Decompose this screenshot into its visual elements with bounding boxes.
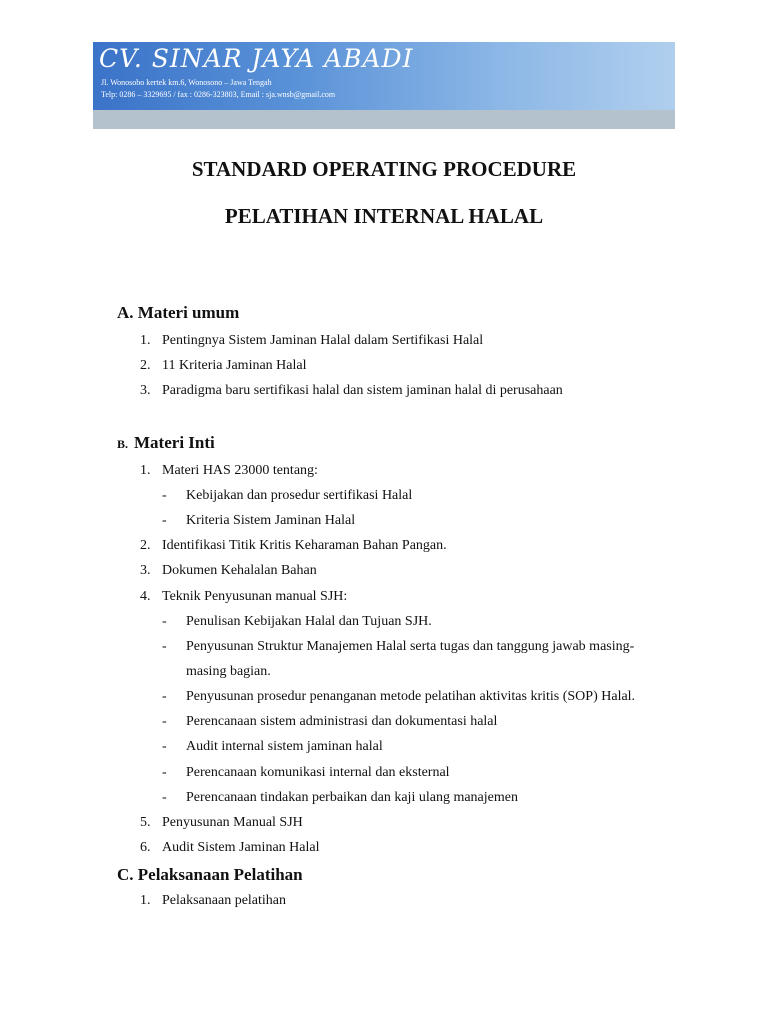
- company-name: CV. SINAR JAYA ABADI: [99, 44, 414, 73]
- list-item-number: 1.: [140, 893, 151, 908]
- section-a-letter: A.: [117, 303, 134, 322]
- section-b-letter: B.: [117, 437, 129, 451]
- list-item-number: 2.: [140, 538, 151, 553]
- bullet-dash: -: [162, 739, 167, 754]
- sub-list-item: Audit internal sistem jaminan halal: [186, 739, 383, 754]
- bullet-dash: -: [162, 765, 167, 780]
- sub-list-item: Penyusunan prosedur penanganan metode pelatihan aktivitas kritis (SOP) Halal.: [186, 689, 636, 704]
- list-item-number: 4.: [140, 589, 151, 604]
- list-item-number: 3.: [140, 563, 151, 578]
- sub-list-item: Perencanaan komunikasi internal dan eksternal: [186, 765, 450, 780]
- list-item: Penyusunan Manual SJH: [162, 815, 303, 830]
- company-address: Jl. Wonosobo kertek km.6, Wonosono – Jawa Tengah: [101, 78, 272, 87]
- section-c-letter: C.: [117, 865, 134, 884]
- list-item-number: 6.: [140, 840, 151, 855]
- bullet-dash: -: [162, 714, 167, 729]
- list-item: Audit Sistem Jaminan Halal: [162, 840, 320, 855]
- list-item-number: 2.: [140, 358, 151, 373]
- sub-list-item: Penulisan Kebijakan Halal dan Tujuan SJH.: [186, 614, 432, 629]
- section-b-heading: [117, 433, 215, 453]
- list-item: Pelaksanaan pelatihan: [162, 893, 287, 908]
- company-contact: Telp: 0286 – 3329695 / fax : 0286-323803, Email : sja.wnsb@gmail.com: [101, 90, 336, 99]
- section-b-title: Materi Inti: [134, 433, 215, 452]
- bullet-dash: -: [162, 790, 167, 805]
- bullet-dash: -: [162, 689, 167, 704]
- document-title: STANDARD OPERATING PROCEDURE: [191, 157, 577, 181]
- sub-list-item: Kebijakan dan prosedur sertifikasi Halal: [186, 488, 413, 503]
- section-c-heading: [117, 865, 303, 885]
- section-a-heading: [117, 303, 239, 323]
- section-a-title: Materi umum: [137, 303, 240, 322]
- section-c-title: Pelaksanaan Pelatihan: [137, 865, 303, 884]
- sub-list-item: Penyusunan Struktur Manajemen Halal serta tugas dan tanggung jawab masing-: [186, 639, 635, 654]
- sub-list-item: Perencanaan sistem administrasi dan dokumentasi halal: [186, 714, 498, 729]
- list-item: Materi HAS 23000 tentang:: [162, 463, 318, 478]
- list-item-number: 5.: [140, 815, 151, 830]
- list-item: Paradigma baru sertifikasi halal dan sistem jaminan halal di perusahaan: [162, 383, 563, 398]
- bullet-dash: -: [162, 513, 167, 528]
- sub-list-item-continued: masing bagian.: [186, 664, 271, 679]
- list-item: Teknik Penyusunan manual SJH:: [162, 589, 348, 604]
- list-item: Pentingnya Sistem Jaminan Halal dalam Sertifikasi Halal: [162, 333, 484, 348]
- list-item-number: 3.: [140, 383, 151, 398]
- bullet-dash: -: [162, 614, 167, 629]
- list-item: Dokumen Kehalalan Bahan: [162, 563, 317, 578]
- letterhead: [93, 42, 675, 129]
- bullet-dash: -: [162, 488, 167, 503]
- document-subtitle: PELATIHAN INTERNAL HALAL: [224, 204, 544, 228]
- sub-list-item: Kriteria Sistem Jaminan Halal: [186, 513, 356, 528]
- list-item-number: 1.: [140, 333, 151, 348]
- bullet-dash: -: [162, 639, 167, 654]
- list-item-number: 1.: [140, 463, 151, 478]
- list-item: 11 Kriteria Jaminan Halal: [162, 358, 307, 373]
- letterhead-strip: [93, 110, 675, 129]
- list-item: Identifikasi Titik Kritis Keharaman Bahan Pangan.: [162, 538, 447, 553]
- sub-list-item: Perencanaan tindakan perbaikan dan kaji ulang manajemen: [186, 790, 518, 805]
